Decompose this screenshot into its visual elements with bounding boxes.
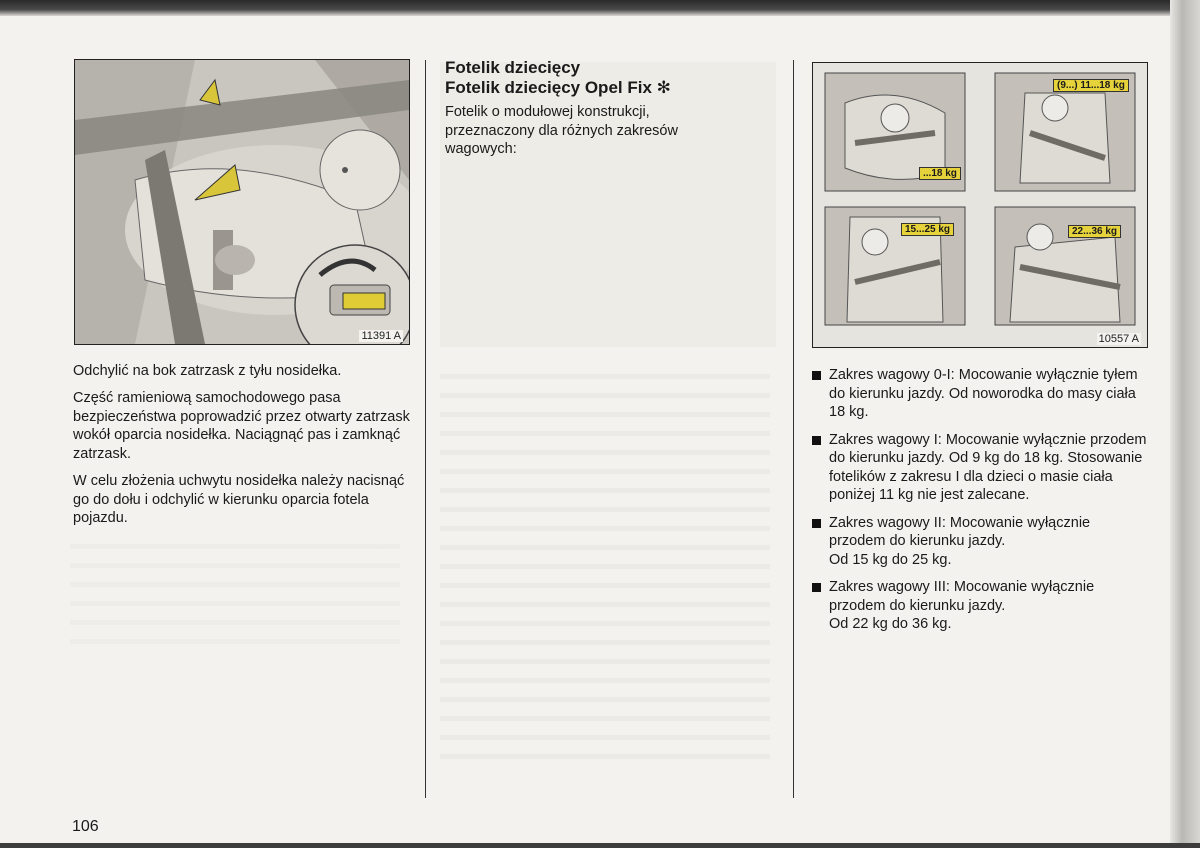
figure-label: 11391 A — [361, 330, 401, 342]
paragraph-1: Odchylić na bok zatrzask z tyłu nosidełka. — [73, 363, 342, 379]
weight-tag-3: 15...25 kg — [901, 223, 954, 236]
page-edge — [1170, 0, 1200, 848]
weight-tag-1: ...18 kg — [919, 167, 961, 180]
bottom-scan-edge — [0, 843, 1200, 848]
section-heading — [445, 58, 671, 98]
list-item: Zakres wagowy I: Mocowanie wyłącznie przodem do kierunku jazdy. Od 9 kg do 18 kg. Stosowanie fotelików z zakresu I dla dzieci o masie ciała poniżej 11 kg nie jest zalecane. — [812, 431, 1147, 505]
heading-line-2: Fotelik dziecięcy Opel Fix ✻ — [445, 78, 671, 97]
figure-label: 10557 A — [1098, 333, 1139, 345]
child-seat-panels — [813, 63, 1147, 347]
list-item: Zakres wagowy III: Mocowanie wyłącznie przodem do kierunku jazdy. Od 22 kg do 36 kg. — [812, 578, 1147, 634]
column-divider — [793, 60, 794, 798]
figure-infant-carrier — [74, 59, 410, 345]
list-item: Zakres wagowy 0-I: Mocowanie wyłącznie tyłem do kierunku jazdy. Od noworodka do masy ciała 18 kg. — [812, 366, 1147, 422]
page-number: 106 — [72, 818, 99, 835]
weight-tag-4: 22...36 kg — [1068, 225, 1121, 238]
infant-carrier-illustration — [75, 60, 409, 344]
paragraph-2: Część ramieniową samochodowego pasa bezpieczeństwa poprowadzić przez otwarty zatrzask wokół oparcia nosidełka. Naciągnąć pas i zamknąć zatrzask. — [73, 390, 410, 462]
list-item: Zakres wagowy II: Mocowanie wyłącznie przodem do kierunku jazdy. Od 15 kg do 25 kg. — [812, 514, 1147, 570]
intro-paragraph: Fotelik o modułowej konstrukcji, przeznaczony dla różnych zakresów wagowych: — [445, 104, 678, 157]
weight-range-list — [812, 366, 1147, 643]
weight-tag-2: (9...) 11...18 kg — [1053, 79, 1129, 92]
figure-child-seats — [812, 62, 1148, 348]
paragraph-3: W celu złożenia uchwytu nosidełka należy nacisnąć go do dołu i odchylić w kierunku oparcia fotela pojazdu. — [73, 473, 405, 526]
bullet-square-icon — [812, 583, 821, 592]
heading-line-1: Fotelik dziecięcy — [445, 58, 581, 77]
bullet-square-icon — [812, 371, 821, 380]
bleed-through-text — [440, 360, 770, 760]
top-scan-shadow — [0, 0, 1200, 16]
bullet-square-icon — [812, 436, 821, 445]
column-divider — [425, 60, 426, 798]
bleed-through-text — [70, 530, 400, 650]
bullet-square-icon — [812, 519, 821, 528]
